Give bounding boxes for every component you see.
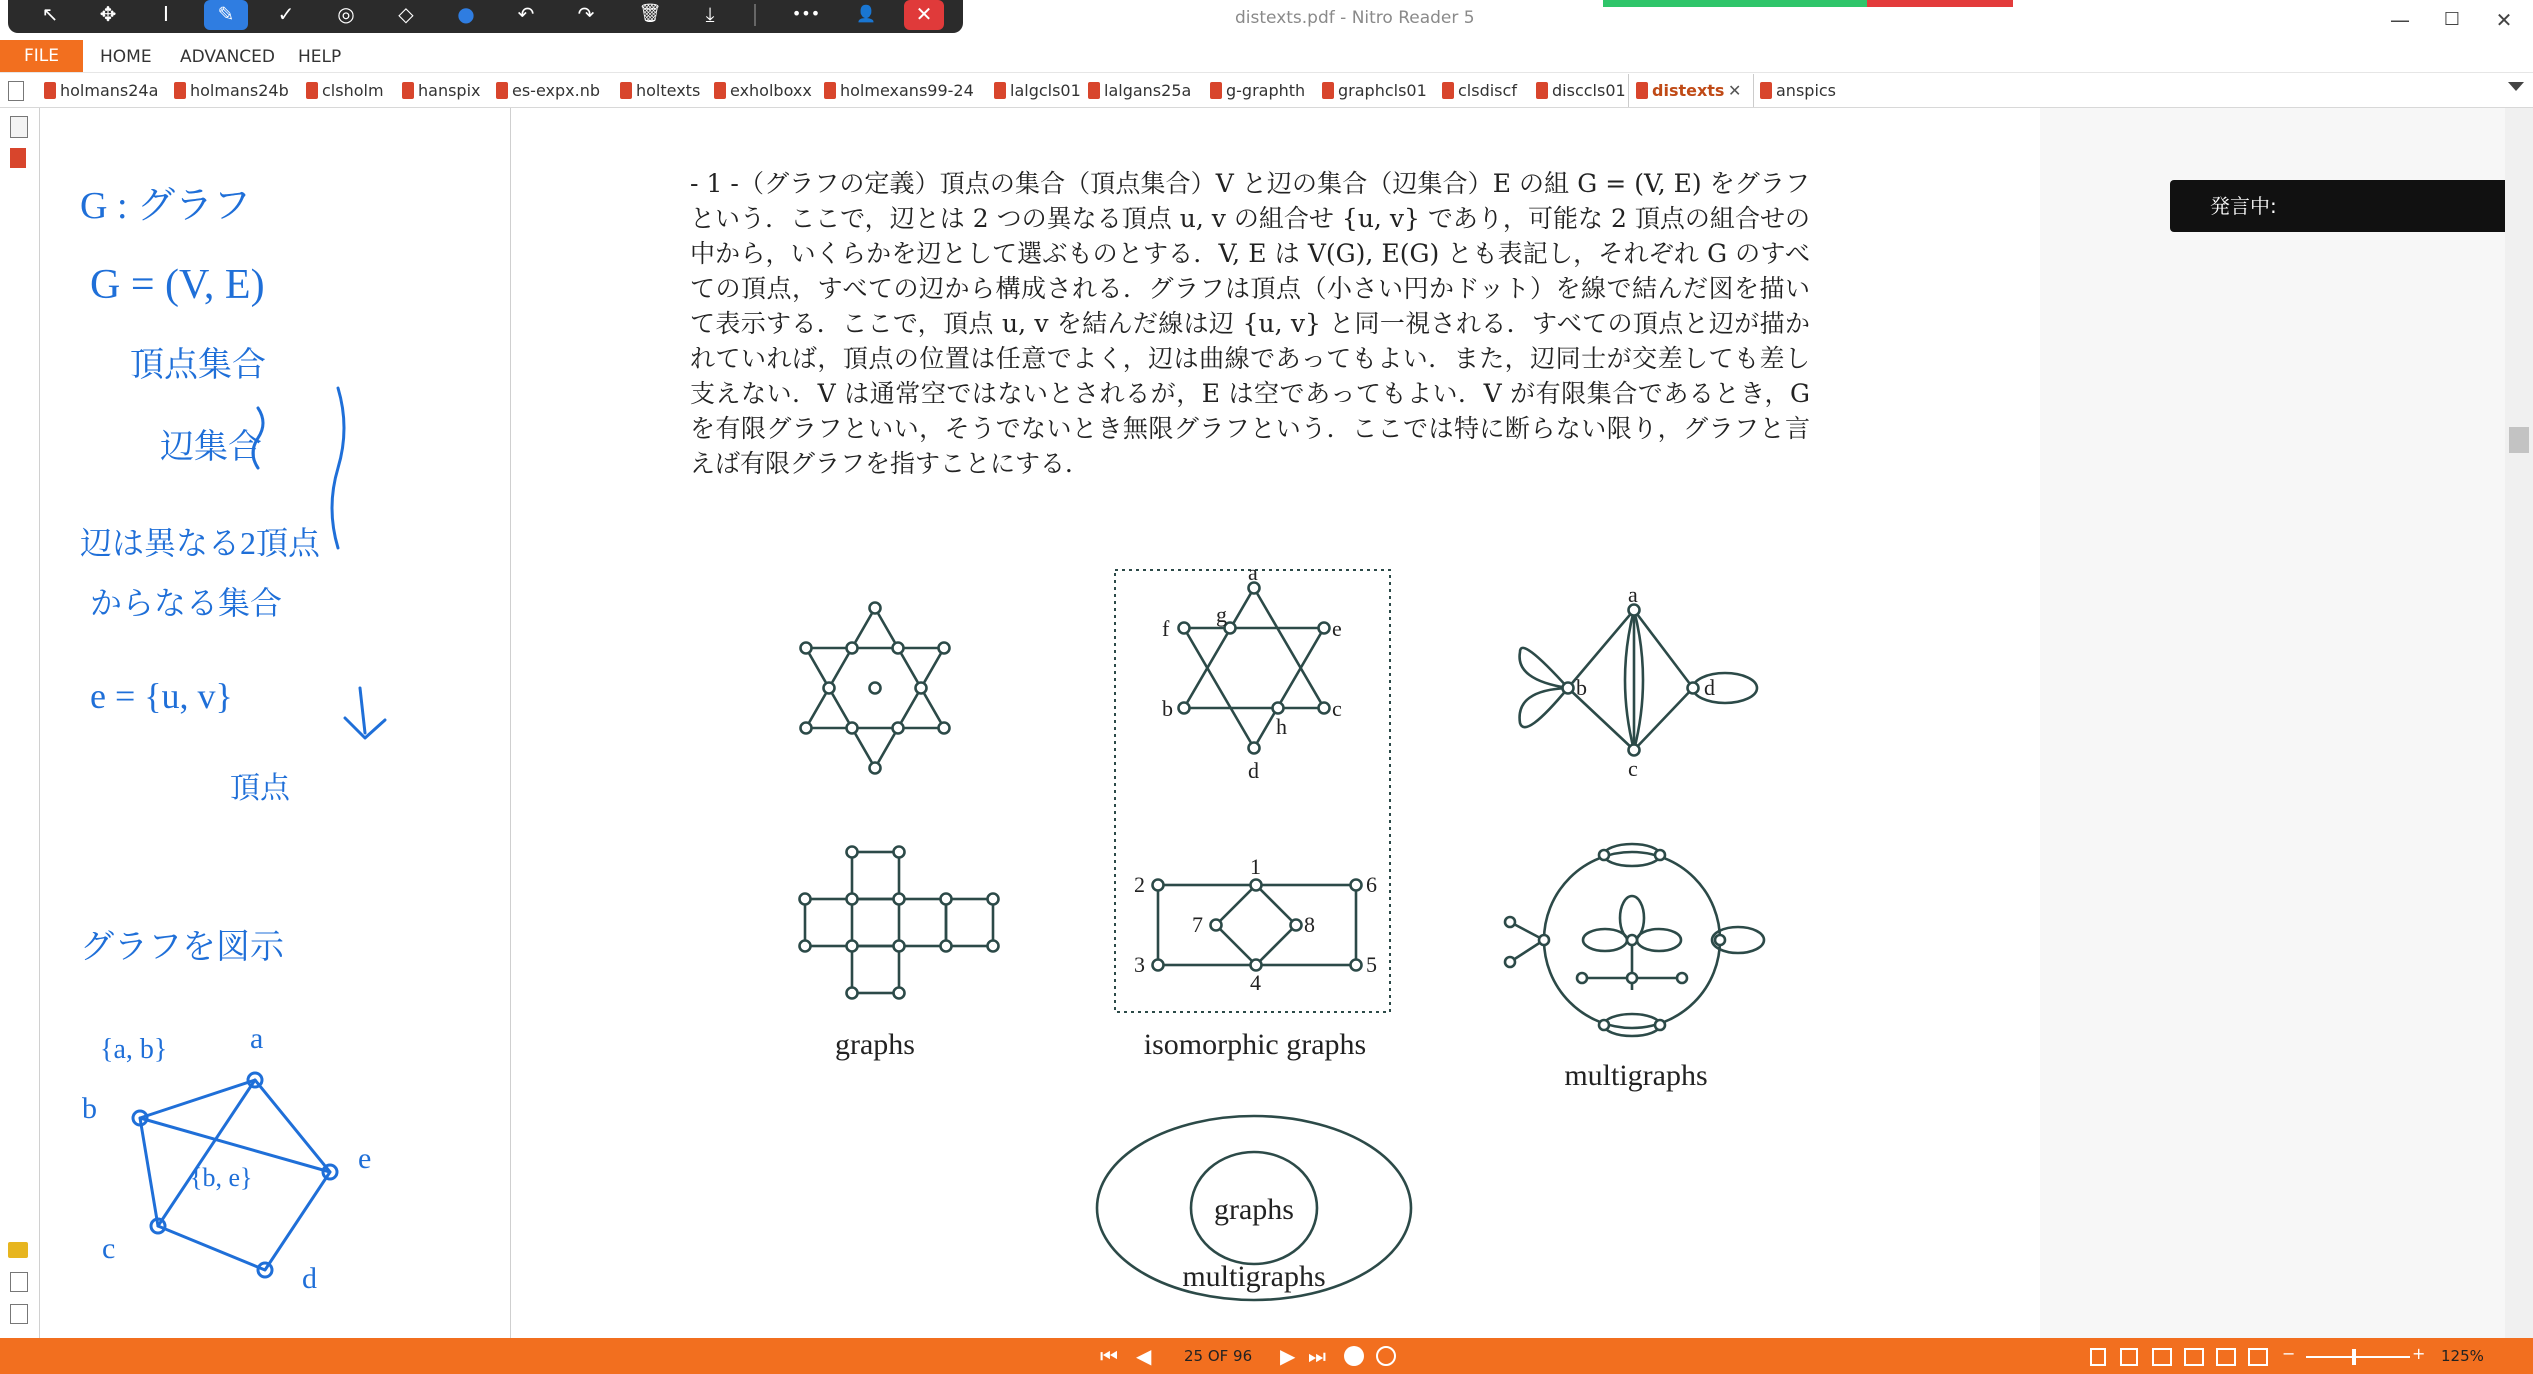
loop-d [1693, 673, 1757, 703]
vertex-d [1688, 683, 1699, 694]
vertex-3 [1153, 960, 1164, 971]
pen-icon[interactable]: ✎ [204, 0, 248, 30]
tab-g-graphth[interactable]: g-graphth [1210, 78, 1305, 104]
vertex [847, 988, 858, 999]
save-icon[interactable]: ⤓ [705, 2, 715, 26]
arrow-stem [360, 688, 365, 733]
flower-right-petal [1637, 929, 1681, 951]
color-picker-icon[interactable]: ● [457, 2, 475, 26]
tab-disccls01[interactable]: disccls01 [1536, 78, 1626, 104]
brace-edge [332, 388, 344, 548]
sketch-edge-ac [158, 1080, 255, 1226]
tab-anspics[interactable]: anspics [1760, 78, 1836, 104]
toolbar-divider [754, 4, 756, 26]
select-icon[interactable]: ↖ [41, 2, 59, 26]
label-6: 6 [1366, 872, 1377, 897]
label-mg-a: a [1628, 582, 1638, 607]
vertex [941, 894, 952, 905]
vertex-b [1563, 683, 1574, 694]
menu-bar [0, 40, 2533, 72]
label-7: 7 [1192, 912, 1203, 937]
vertex-2 [1153, 880, 1164, 891]
tab-holmexans99-24[interactable]: holmexans99-24 [824, 78, 974, 104]
fit-width-icon[interactable] [2248, 1348, 2268, 1366]
prev-page-icon[interactable]: ◀ [1136, 1344, 1152, 1368]
vertex [1677, 973, 1687, 983]
next-page-icon[interactable]: ▶ [1280, 1344, 1296, 1368]
continuous-view-icon[interactable] [2120, 1348, 2138, 1366]
vertex [1599, 1020, 1609, 1030]
note-vertex: 頂点 [230, 772, 290, 805]
labelled-triangle-up [1184, 588, 1324, 708]
vertex [801, 723, 812, 734]
note-draw-graph: グラフを図示 [80, 929, 284, 966]
edge-ac-curve-right [1634, 610, 1643, 750]
note-edge-be: {b, e} [190, 1163, 253, 1192]
scrollbar-thumb[interactable] [2509, 427, 2529, 453]
pdf-icon [1322, 82, 1334, 99]
side-panel-strip [0, 108, 40, 1338]
bookmarks-icon[interactable] [10, 116, 28, 138]
more-icon[interactable]: ••• [791, 4, 821, 23]
tab-lalgcls01[interactable]: lalgcls01 [994, 78, 1081, 104]
page-indicator[interactable]: 25 OF 96 [1184, 1347, 1253, 1365]
vertex-5 [1351, 960, 1362, 971]
pdf-icon [1636, 82, 1648, 99]
label-5: 5 [1366, 952, 1377, 977]
forward-view-icon[interactable] [1376, 1346, 1396, 1366]
graph-figures [510, 540, 2040, 1320]
grid-middle-row-1 [805, 899, 946, 946]
label-mg-c: c [1628, 756, 1638, 781]
vertex-f [1179, 623, 1190, 634]
zoom-slider-handle[interactable] [2352, 1349, 2356, 1365]
label-mg-b: b [1576, 675, 1587, 700]
vertex [1715, 935, 1725, 945]
pdf-icon [1760, 82, 1772, 99]
label-3: 3 [1134, 952, 1145, 977]
tab-close-icon[interactable]: ✕ [1728, 81, 1742, 100]
label-e: e [1332, 616, 1342, 641]
caption-graphs: graphs [835, 1028, 915, 1061]
pages-icon[interactable] [10, 148, 26, 168]
tab-exholboxx[interactable]: exholboxx [714, 78, 812, 104]
facing-continuous-view-icon[interactable] [2184, 1348, 2204, 1366]
vertex [941, 941, 952, 952]
flower-left-petal [1583, 929, 1627, 951]
tab-hanspix[interactable]: hanspix [402, 78, 481, 104]
vertex [1599, 850, 1609, 860]
pan-icon[interactable]: ✥ [99, 2, 117, 26]
isomorphic-dashed-box [1115, 570, 1390, 1012]
definition-paragraph: - 1 -（グラフの定義）頂点の集合（頂点集合）V と辺の集合（辺集合）E の組 G = (V, E) をグラフという．ここで，辺とは 2 つの異なる頂点 u, v の組合せ {u, v} であり，可能な 2 頂点の組合せの中から，いくらかを辺として選ぶものとする．V, E は V(G), E(G) とも表記し，それぞれ G のすべての頂点，すべての辺から構成される．グラフは頂点（小さい円かドット）を線で結んだ図を描いて表示する．ここで，頂点 u, v を結んだ線は辺 {u, v} と同一視される．すべての頂点と辺が描かれていれば，頂点の位置は任意でよく，辺は曲線であってもよい．また，辺同士が交差しても差し支えない．V は通常空ではないとされるが，E は空であってもよい．V が有限集合であるとき，G を有限グラフといい，そうでないとき無限グラフという．ここでは特に断らない限り，グラフと言えば有限グラフを指すことにする． [690, 169, 1810, 478]
zoom-level[interactable]: 125% [2441, 1347, 2484, 1365]
handwriting-page [40, 108, 510, 1338]
note-vertex-set: 頂点集合 [130, 347, 266, 384]
vertex [870, 763, 881, 774]
tab-overflow-icon[interactable] [2508, 82, 2524, 91]
vertex-1 [1251, 880, 1262, 891]
delete-icon[interactable]: 🗑 [638, 3, 662, 24]
note-label-e: e [358, 1142, 372, 1175]
document-list-icon[interactable] [8, 81, 24, 101]
home-menu[interactable]: HOME [100, 47, 152, 67]
pdf-icon [44, 82, 56, 99]
note-edge-set: 辺集合 [160, 429, 262, 466]
label-g: g [1216, 602, 1227, 627]
tab-lalgans25a[interactable]: lalgans25a [1088, 78, 1191, 104]
loop-b-upper [1520, 648, 1568, 688]
vertex [893, 643, 904, 654]
label-d: d [1248, 758, 1259, 783]
vertex [800, 894, 811, 905]
vertex-6 [1351, 880, 1362, 891]
tab-holmans24a[interactable]: holmans24a [44, 78, 158, 104]
pdf-icon [620, 82, 632, 99]
vertex [847, 847, 858, 858]
vertex [847, 723, 858, 734]
vertex [894, 847, 905, 858]
vertical-scrollbar[interactable] [2505, 108, 2533, 1338]
tab-clsdiscf[interactable]: clsdiscf [1442, 78, 1517, 104]
vertex [1577, 973, 1587, 983]
redo-icon[interactable]: ↷ [577, 2, 595, 26]
user-icon[interactable]: 👤 [856, 4, 876, 23]
lasso-icon[interactable]: ◎ [337, 2, 355, 26]
tab-distexts[interactable]: distexts [1636, 78, 1724, 104]
vertex [801, 643, 812, 654]
pdf-icon [174, 82, 186, 99]
cross-grid-graph [805, 852, 993, 993]
vertex-e [1319, 623, 1330, 634]
cube-inner-diamond [1216, 885, 1296, 965]
label-f: f [1162, 616, 1170, 641]
vertex [847, 643, 858, 654]
help-menu[interactable]: HELP [298, 47, 342, 67]
label-a: a [1248, 560, 1258, 585]
pdf-icon [1442, 82, 1454, 99]
fit-page-icon[interactable] [2216, 1348, 2236, 1366]
note-edge-desc: 辺は異なる2頂点 [80, 525, 321, 561]
vertex [893, 723, 904, 734]
vertex-4 [1251, 960, 1262, 971]
cube-outer-rect [1158, 885, 1356, 965]
vertex-c [1319, 703, 1330, 714]
pdf-icon [994, 82, 1006, 99]
tab-holmans24b[interactable]: holmans24b [174, 78, 289, 104]
window-close-button[interactable]: ✕ [2495, 8, 2513, 32]
venn-label-graphs: graphs [1214, 1193, 1294, 1226]
vertex-h [1273, 703, 1284, 714]
right-margin-area [2040, 108, 2505, 1338]
note-edge-ab: {a, b} [100, 1034, 168, 1065]
vertex [894, 894, 905, 905]
labelled-hexagram-graph [1184, 588, 1324, 748]
undo-icon[interactable]: ↶ [517, 2, 535, 26]
center-vertex [870, 683, 881, 694]
label-mg-d: d [1704, 675, 1715, 700]
tab-clsholm[interactable]: clsholm [306, 78, 384, 104]
venn-label-multigraphs: multigraphs [1182, 1260, 1326, 1293]
vertex [894, 988, 905, 999]
check-icon[interactable]: ✓ [277, 2, 295, 26]
attachments-icon[interactable] [10, 1272, 28, 1292]
zoom-out-button[interactable]: − [2282, 1344, 2296, 1363]
pdf-icon [306, 82, 318, 99]
cube-vertices [1153, 880, 1362, 971]
note-g-def: G = (V, E) [90, 262, 265, 308]
labelled-triangle-down [1184, 628, 1324, 748]
vertex [1655, 1020, 1665, 1030]
vertex [1627, 935, 1637, 945]
pdf-icon [1536, 82, 1548, 99]
vertex [916, 683, 927, 694]
labelled-hexagram-vertices [1179, 583, 1330, 754]
cube-graph [1158, 885, 1356, 965]
pdf-icon [714, 82, 726, 99]
vertex [847, 941, 858, 952]
progress-green-bar [1603, 0, 1867, 7]
vertex [1505, 957, 1515, 967]
vertex [939, 643, 950, 654]
last-page-icon[interactable]: ⏭ [1308, 1344, 1326, 1368]
label-1: 1 [1250, 854, 1261, 879]
vertex [894, 941, 905, 952]
note-edge-desc2: からなる集合 [90, 585, 283, 621]
caption-multigraphs: multigraphs [1564, 1059, 1708, 1092]
handwriting-canvas [40, 108, 510, 1338]
pdf-icon [402, 82, 414, 99]
vertex-b [1179, 703, 1190, 714]
vertex [824, 683, 835, 694]
vertex [988, 894, 999, 905]
back-view-icon[interactable] [1344, 1346, 1364, 1366]
progress-red-bar [1867, 0, 2013, 7]
label-b: b [1162, 696, 1173, 721]
vertex-8 [1291, 920, 1302, 931]
multigraph-loops [1520, 610, 1757, 750]
note-graph: G : グラフ [80, 185, 252, 227]
vertex [939, 723, 950, 734]
note-label-a: a [250, 1022, 264, 1055]
vertex [847, 894, 858, 905]
pdf-icon [1088, 82, 1100, 99]
toolbar-close-icon[interactable]: ✕ [904, 0, 944, 30]
label-c: c [1332, 696, 1342, 721]
window-title: distexts.pdf - Nitro Reader 5 [1235, 8, 1475, 28]
note-edge-formula: e = {u, v} [90, 676, 233, 716]
minimize-button[interactable]: — [2390, 8, 2410, 32]
hexagram-triangle-up [806, 608, 944, 728]
zoom-slider-track[interactable] [2306, 1356, 2410, 1358]
layers-icon[interactable] [10, 1304, 28, 1324]
facing-view-icon[interactable] [2152, 1348, 2172, 1366]
loop-b-lower [1520, 688, 1568, 727]
note-label-b: b [82, 1092, 97, 1125]
text-select-icon[interactable]: I [163, 2, 169, 26]
pdf-icon [496, 82, 508, 99]
file-menu[interactable]: FILE [0, 40, 83, 72]
vertex [800, 941, 811, 952]
comments-icon[interactable] [8, 1242, 28, 1258]
vertex-c [1629, 745, 1640, 756]
vertex [1539, 935, 1549, 945]
pdf-icon [1210, 82, 1222, 99]
maximize-button[interactable]: ☐ [2443, 9, 2461, 30]
advanced-menu[interactable]: ADVANCED [180, 47, 276, 67]
zoom-in-button[interactable]: + [2412, 1344, 2426, 1363]
label-4: 4 [1250, 970, 1261, 995]
pdf-icon [824, 82, 836, 99]
tab-holtexts[interactable]: holtexts [620, 78, 700, 104]
note-label-c: c [102, 1232, 116, 1265]
vertex-d [1249, 743, 1260, 754]
grid-bottom [852, 946, 899, 993]
grid-top [852, 852, 899, 899]
vertex [1627, 973, 1637, 983]
grid-right [946, 899, 993, 946]
vertex [870, 603, 881, 614]
edge-ac-curve-left [1625, 610, 1634, 750]
eraser-icon[interactable]: ◇ [398, 2, 414, 26]
tab-es-expx[interactable]: es-expx.nb [496, 78, 600, 104]
tab-graphcls01[interactable]: graphcls01 [1322, 78, 1427, 104]
vertex [1655, 850, 1665, 860]
speaking-indicator: 発言中: [2170, 180, 2512, 232]
vertex-7 [1211, 920, 1222, 931]
vertex [1505, 917, 1515, 927]
vertex [988, 941, 999, 952]
hexagram-triangle-down [806, 648, 944, 768]
note-label-d: d [302, 1262, 317, 1295]
caption-isomorphic: isomorphic graphs [1143, 1028, 1367, 1061]
label-2: 2 [1134, 872, 1145, 897]
first-page-icon[interactable]: ⏮ [1100, 1344, 1118, 1368]
label-8: 8 [1304, 912, 1315, 937]
single-page-view-icon[interactable] [2090, 1348, 2106, 1366]
pen-toolbar [8, 0, 963, 33]
label-h: h [1276, 714, 1287, 739]
